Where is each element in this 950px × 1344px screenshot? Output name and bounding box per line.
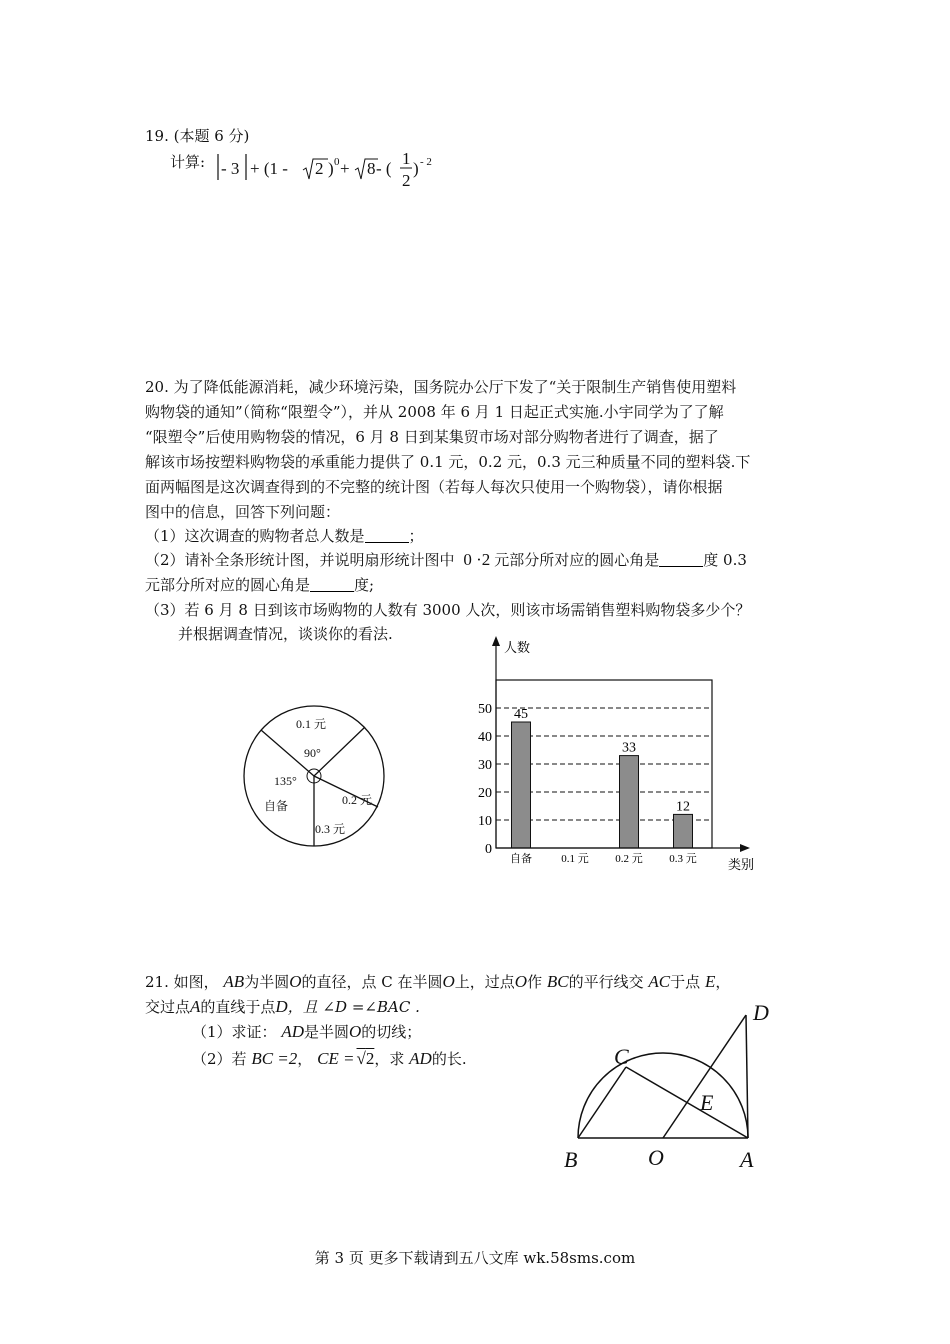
q20-sub3: （3）若 6 月 8 日到该市场购物的人数有 3000 人次，则该市场需销售塑料购物袋多少个？ [145,601,751,619]
expr-part: ) [413,159,419,178]
y-axis-label: 人数 [504,640,531,655]
q20-sub3-b: 并根据调查情况，谈谈你的看法. [178,625,393,643]
y-tick-label: 0 [485,842,492,857]
expr-part: 0 [334,156,340,168]
bar-value-label: 12 [676,799,690,815]
bar [674,814,693,848]
x-tick-label: 0.1 元 [561,853,589,865]
bar-value-label: 45 [514,707,528,722]
q21-line-1: 21. 如图， AB为半圆O的直径，点 C 在半圆O上，过点O作 BC的平行线交 AC于点 E， [145,972,731,991]
q21-line-2: 交过点A的直线于点D，且 ∠D =∠BAC . [145,997,420,1016]
q20-sub2: （2）请补全条形统计图，并说明扇形统计图中 0 ·2 元部分所对应的圆心角是 度 0.3 [145,550,747,569]
pie-label-03: 0.3 元 [315,822,346,836]
semicircle-arc [578,1053,748,1138]
bar-series [512,707,693,848]
expr-part: - ( [376,159,392,178]
q20-line-4: 解该市场按塑料购物袋的承重能力提供了 0.1 元，0.2 元，0.3 元三种质量不同的塑料袋.下 [145,453,751,471]
q19-header: 19. (本题 6 分) [145,127,250,145]
q20-line-6: 图中的信息，回答下列问题： [145,503,341,521]
expr-part: - 2 [420,156,432,168]
q21-sub2: （2）若 BC =2， CE = √2，求 AD的长. [192,1049,467,1068]
expr-part: 1 [402,149,411,168]
geometry-figure [556,995,786,1180]
point-a: A [740,1147,754,1172]
x-axis-label: 类别 [728,857,755,872]
bar [512,722,531,848]
expr-part: + [340,159,350,178]
pie-label-01: 0.1 元 [296,717,327,731]
y-tick-label: 50 [478,702,492,717]
q20-line-2: 购物袋的通知”（简称“限塑令”），并从 2008 年 6 月 1 日起正式实施.小宇同学为了了解 [145,403,724,421]
bar [620,756,639,848]
expr-part: + (1 - [250,159,288,178]
point-c: C [614,1044,629,1069]
expr-part: 2 [315,159,324,178]
x-tick-label: 自备 [510,853,532,865]
y-tick-label: 10 [478,814,492,829]
q20-line-5: 面两幅图是这次调查得到的不完整的统计图（若每人每次只使用一个购物袋），请你根据 [145,478,723,496]
point-b: B [564,1147,578,1172]
q20-line-3: “限塑令”后使用购物袋的情况，6 月 8 日到某集贸市场对部分购物者进行了调查，据了 [145,428,719,446]
q20-sub2-line2: 元部分所对应的圆心角是 度; [145,576,375,594]
pie-chart [238,700,394,852]
y-tick-label: 40 [478,730,492,745]
pie-label-135: 135° [274,774,297,788]
expr-part: ) [328,159,334,178]
point-o: O [648,1145,664,1170]
expr-part: 8 [367,159,376,178]
y-tick-label: 30 [478,758,492,773]
q20-line-1: 20. 为了降低能源消耗，减少环境污染，国务院办公厅下发了“关于限制生产销售使用塑料 [145,378,737,396]
x-axis-arrow [740,844,750,852]
point-d: D [753,1000,769,1025]
x-tick-label: 0.3 元 [669,853,697,865]
q20-sub1: （1）这次调查的购物者总人数是 ； [145,527,424,545]
segment-od [663,1015,746,1138]
pie-label-02: 0.2 元 [342,793,373,807]
point-e: E [700,1090,714,1115]
expr-part: 2 [402,171,411,190]
y-tick-label: 20 [478,786,492,801]
bar-value-label: 33 [622,740,636,756]
pie-label-self: 自备 [264,799,289,813]
x-tick-label: 0.2 元 [615,853,643,865]
q19-expression [210,146,450,200]
q21-sub1: （1）求证： AD是半圆O的切线； [192,1022,422,1041]
pie-label-90: 90° [304,746,321,760]
expr-part: - 3 [221,159,240,178]
bar-chart [466,630,766,880]
y-axis-arrow [492,636,500,646]
q19-calc-label: 计算: [170,153,206,171]
page-footer: 第 3 页 更多下载请到五八文库 wk.58sms.com [314,1249,636,1267]
